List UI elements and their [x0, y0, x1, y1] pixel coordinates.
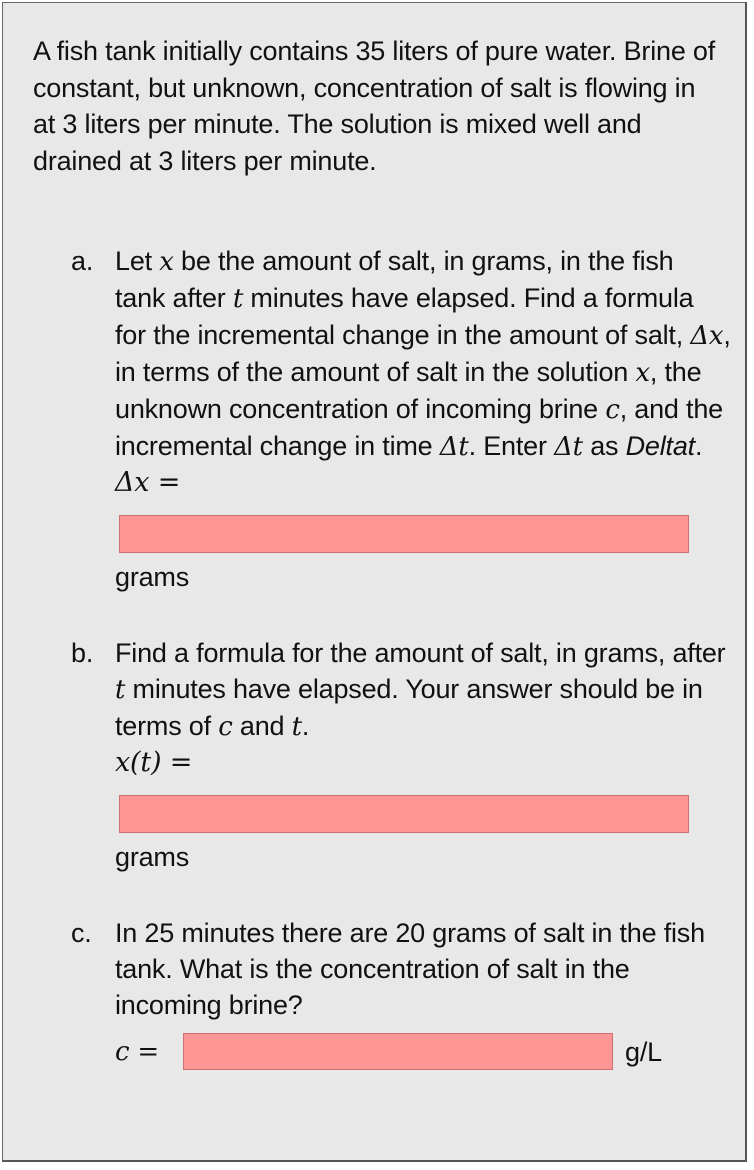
part-b-text-4: .	[301, 711, 310, 741]
deltat-keyword: Deltat	[625, 431, 695, 461]
part-a-unit: grams	[115, 562, 190, 592]
part-c-answer-label: c =	[115, 1036, 160, 1067]
part-b-answer-label: x(t) =	[115, 747, 193, 778]
part-c-answer-row	[115, 1033, 731, 1070]
part-b	[71, 635, 731, 875]
math-t: t	[232, 284, 244, 314]
part-a-text-5: , the unknown concentration of incoming brine	[115, 357, 702, 424]
part-a-text-9: .	[694, 431, 703, 461]
part-c-answer-input[interactable]	[183, 1033, 613, 1070]
part-a-text-4: , in terms of the amount of salt in the solution	[115, 320, 731, 387]
math-c-b: c	[218, 712, 233, 742]
math-delta-x: Δx	[690, 321, 724, 351]
part-a	[71, 243, 731, 595]
part-a-marker: a.	[71, 246, 94, 276]
part-a-text-1: Let	[115, 246, 160, 276]
part-a-text-2: be the amount of salt, in grams, in the fish tank after	[115, 246, 674, 313]
part-c-question: In 25 minutes there are 20 grams of salt in the fish tank. What is the concentration of salt in the incoming brine?	[115, 918, 705, 1020]
problem-intro: A fish tank initially contains 35 liters of pure water. Brine of constant, but unknown, concentration of salt is flowing in at 3 liters per minute. The solution is mixed well and drained at 3 liters per minute.	[33, 36, 716, 176]
part-a-text-7: . Enter	[468, 431, 555, 461]
part-a-text-3: minutes have elapsed. Find a formula for the incremental change in the amount of salt,	[115, 283, 694, 350]
part-a-question	[115, 243, 731, 465]
math-delta-t: Δt	[439, 432, 469, 462]
part-a-answer-input[interactable]	[119, 515, 689, 553]
math-t-b-2: t	[291, 712, 302, 742]
problem-panel	[2, 2, 747, 1162]
part-b-unit: grams	[115, 842, 190, 872]
part-a-text-6: , and the incremental change in time	[115, 394, 723, 461]
math-x-2: x	[635, 358, 650, 388]
part-c	[71, 915, 731, 1070]
math-x: x	[159, 247, 174, 277]
part-b-body	[115, 635, 731, 875]
question-list	[71, 243, 731, 1070]
math-delta-t-2: Δt	[554, 432, 583, 462]
part-a-body	[115, 243, 731, 595]
part-a-answer-label: Δx =	[115, 467, 181, 498]
part-c-unit: g/L	[625, 1036, 662, 1067]
part-c-body	[115, 915, 731, 1070]
part-b-text-3: and	[232, 711, 292, 741]
math-t-b: t	[115, 675, 126, 705]
part-b-marker: b.	[71, 638, 94, 668]
math-c: c	[605, 395, 620, 425]
part-b-text-1: Find a formula for the amount of salt, in grams, after	[115, 638, 726, 668]
part-b-text-2: minutes have elapsed. Your answer should be in terms of	[115, 674, 703, 741]
part-c-marker: c.	[71, 918, 92, 948]
part-b-answer-input[interactable]	[119, 795, 689, 833]
part-b-question	[115, 635, 731, 745]
part-a-text-8: as	[582, 431, 626, 461]
